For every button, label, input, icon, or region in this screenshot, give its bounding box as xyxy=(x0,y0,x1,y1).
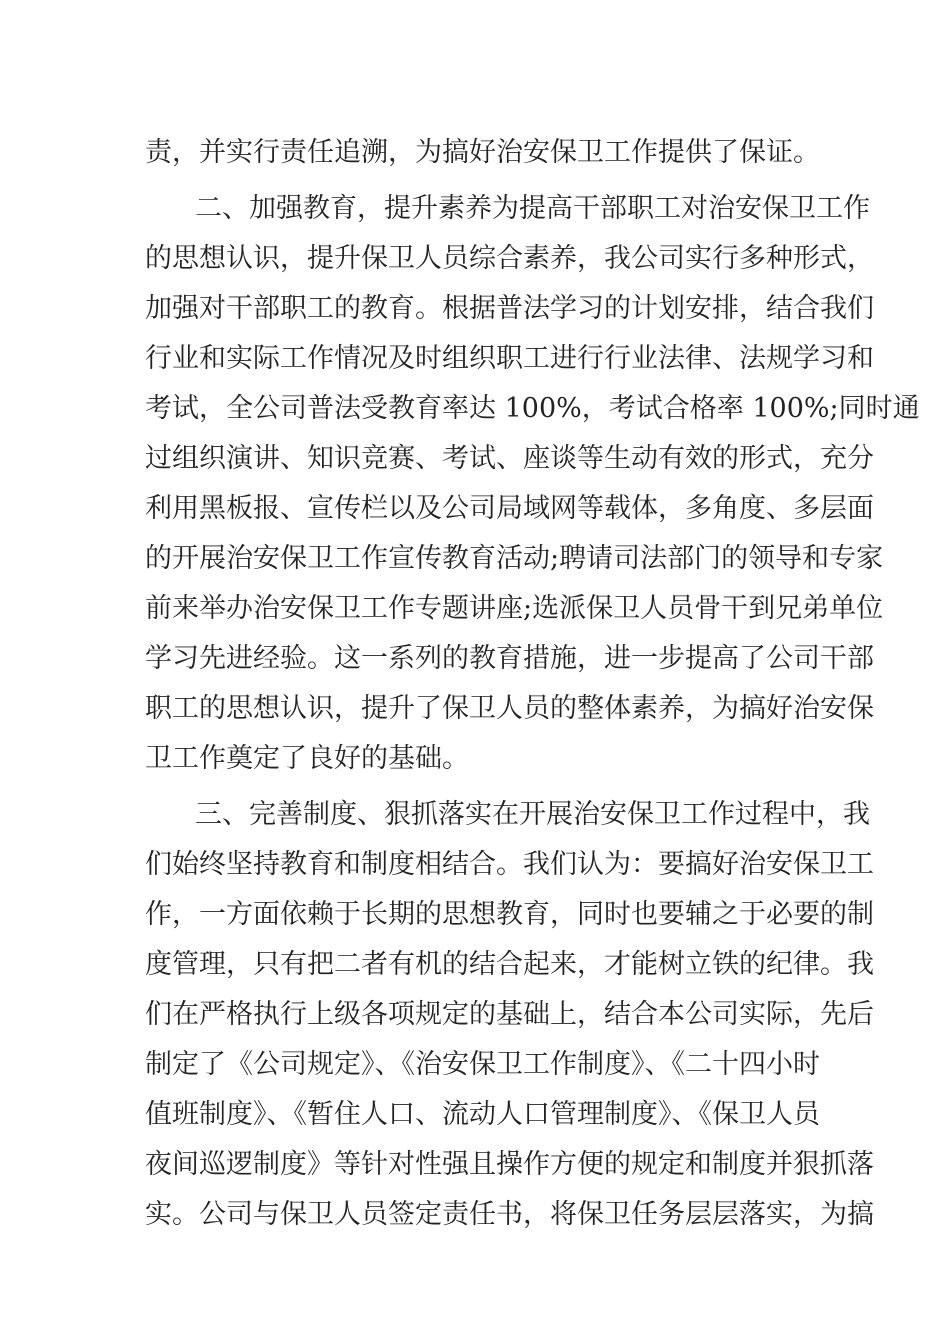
text-line: 值班制度》、《暂住人口、流动人口管理制度》、《保卫人员 xyxy=(145,1099,820,1130)
paragraph xyxy=(145,128,820,178)
text-line: 考试，全公司普法受教育率达 100%，考试合格率 100%;同时通 xyxy=(145,393,920,424)
text-line: 过组织演讲、知识竞赛、考试、座谈等生动有效的形式，充分 xyxy=(145,443,874,474)
text-line: 的开展治安保卫工作宣传教育活动;聘请司法部门的领导和专家 xyxy=(145,543,884,574)
text-line: 利用黑板报、宣传栏以及公司局域网等载体，多角度、多层面 xyxy=(145,493,874,524)
text-line: 实。公司与保卫人员签定责任书，将保卫任务层层落实，为搞 xyxy=(145,1199,874,1230)
text-line: 行业和实际工作情况及时组织职工进行行业法律、法规学习和 xyxy=(145,343,874,374)
text-line: 职工的思想认识，提升了保卫人员的整体素养，为搞好治安保 xyxy=(145,693,874,724)
paragraph xyxy=(145,790,874,1240)
text-line: 的思想认识，提升保卫人员综合素养，我公司实行多种形式， xyxy=(145,243,874,274)
text-line: 作，一方面依赖于长期的思想教育，同时也要辅之于必要的制 xyxy=(145,899,874,930)
text-line: 们始终坚持教育和制度相结合。我们认为：要搞好治安保卫工 xyxy=(145,849,874,880)
paragraph xyxy=(145,184,920,784)
text-line: 二、加强教育，提升素养为提高干部职工对治安保卫工作 xyxy=(195,193,870,224)
text-line: 度管理，只有把二者有机的结合起来，才能树立铁的纪律。我 xyxy=(145,949,874,980)
text-line: 制定了《公司规定》、《治安保卫工作制度》、《二十四小时 xyxy=(145,1049,820,1080)
text-line: 们在严格执行上级各项规定的基础上，结合本公司实际，先后 xyxy=(145,999,874,1030)
text-line: 卫工作奠定了良好的基础。 xyxy=(145,743,469,774)
text-line: 三、完善制度、狠抓落实在开展治安保卫工作过程中，我 xyxy=(195,799,870,830)
text-line: 学习先进经验。这一系列的教育措施，进一步提高了公司干部 xyxy=(145,643,874,674)
text-line: 前来举办治安保卫工作专题讲座;选派保卫人员骨干到兄弟单位 xyxy=(145,593,884,624)
text-line: 责，并实行责任追溯，为搞好治安保卫工作提供了保证。 xyxy=(145,137,820,168)
text-line: 夜间巡逻制度》等针对性强且操作方便的规定和制度并狠抓落 xyxy=(145,1149,874,1180)
text-line: 加强对干部职工的教育。根据普法学习的计划安排，结合我们 xyxy=(145,293,874,324)
document-body xyxy=(145,128,920,1240)
